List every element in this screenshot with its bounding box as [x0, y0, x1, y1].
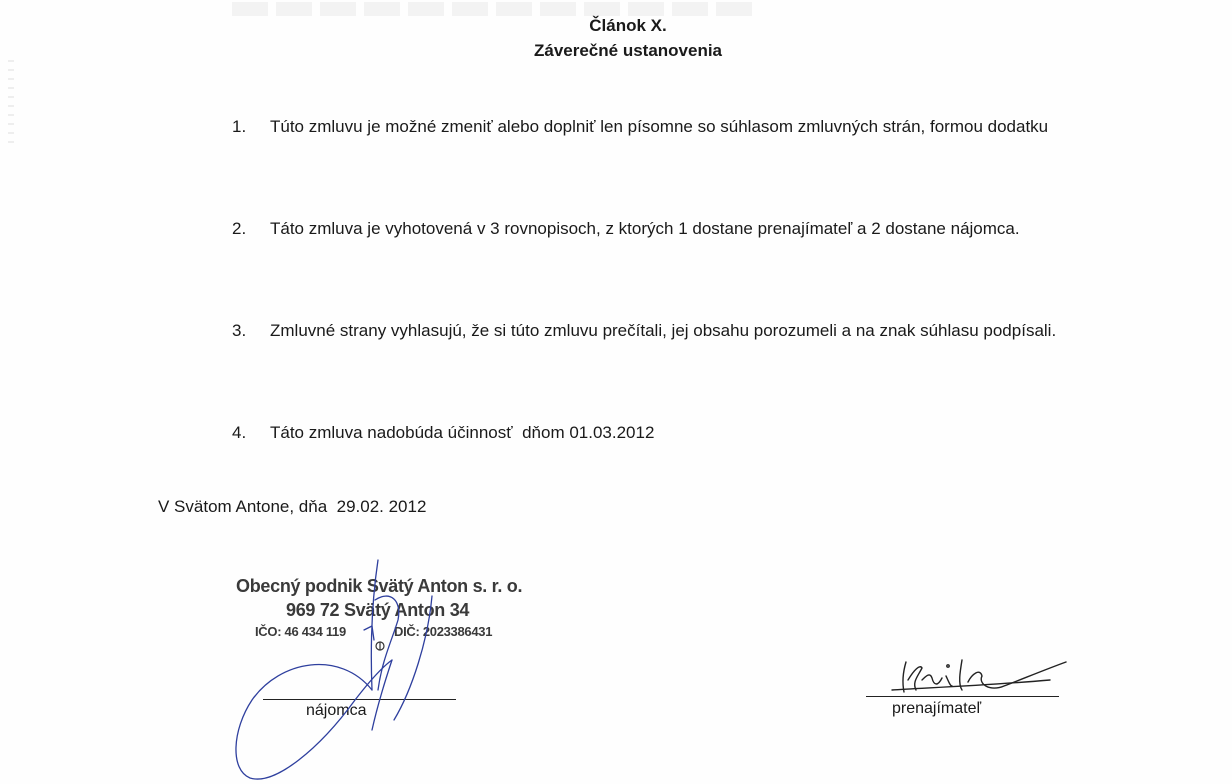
article-number: Článok X. [589, 16, 667, 35]
list-item-number: 2. [232, 219, 247, 238]
stamp-address: 969 72 Svätý Anton 34 [286, 600, 470, 620]
stamp-company-name: Obecný podnik Svätý Anton s. r. o. [236, 576, 523, 596]
scan-edge-marks [8, 60, 14, 150]
list-item-text: Túto zmluvu je možné zmeniť alebo doplniť len písomne so súhlasom zmluvných strán, formou dodatku [270, 117, 1049, 136]
stamp-ico: IČO: 46 434 119 [255, 624, 346, 639]
article-title: Záverečné ustanovenia [533, 41, 723, 60]
landlord-label: prenajímateľ [892, 700, 982, 717]
tenant-signature-line [263, 699, 456, 700]
bleed-through-text [232, 2, 752, 16]
list-item-number: 1. [232, 117, 247, 136]
list-item-number: 4. [232, 423, 247, 442]
list-item-text: Táto zmluva je vyhotovená v 3 rovnopisoch, z ktorých 1 dostane prenajímateľ a 2 dostane nájomca. [270, 219, 1020, 238]
list-item-text: Zmluvné strany vyhlasujú, že si túto zmluvu prečítali, jej obsahu porozumeli a na znak súhlasu podpísali. [270, 321, 1057, 340]
stamp-mark-icon [376, 642, 384, 650]
landlord-signature-line [866, 696, 1059, 697]
list-item-text: Táto zmluva nadobúda účinnosť dňom 01.03.2012 [270, 423, 655, 442]
tenant-label: nájomca [306, 702, 367, 719]
landlord-handwritten-signature [892, 660, 1066, 692]
list-item-number: 3. [232, 321, 247, 340]
place-and-date: V Svätom Antone, dňa 29.02. 2012 [158, 497, 427, 516]
stamp-dic: DIČ: 2023386431 [394, 624, 493, 639]
